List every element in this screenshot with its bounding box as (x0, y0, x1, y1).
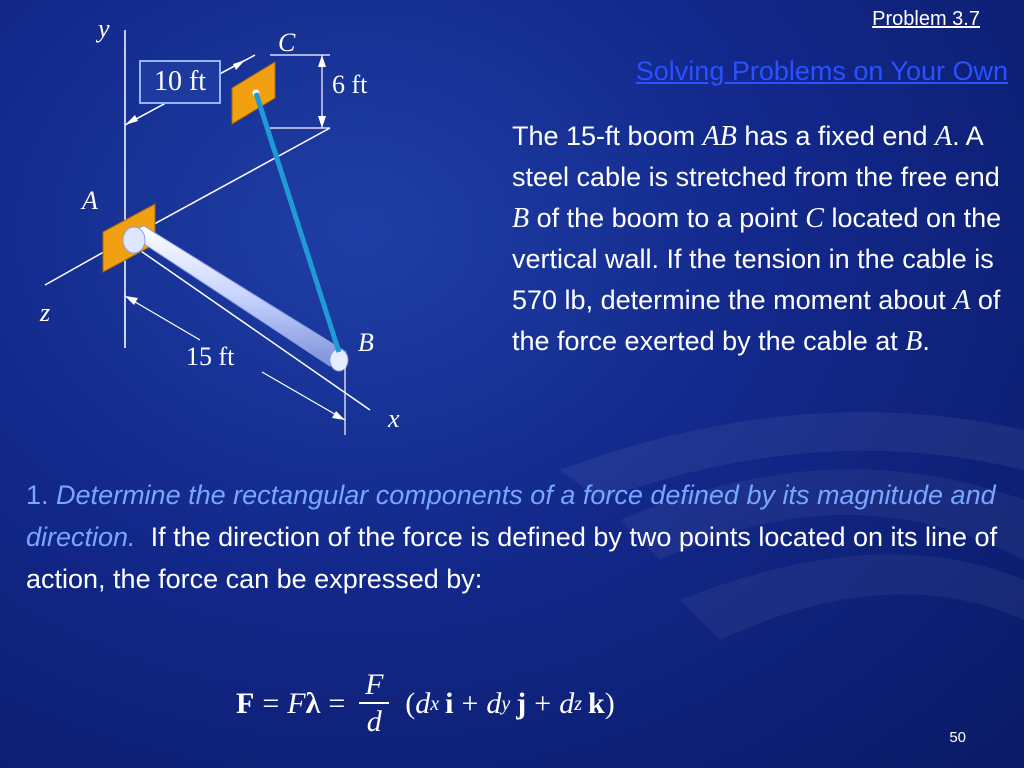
dim-6ft-label: 6 ft (332, 70, 368, 99)
point-b-label: B (358, 328, 374, 357)
x-axis-line (125, 240, 370, 410)
axis-x-label: x (388, 404, 400, 433)
dim-15ft-line-b (262, 372, 345, 420)
step-body: If the direction of the force is defined by two points located on its line of action, the force can be expressed by: (26, 522, 998, 594)
point-c-label: C (278, 28, 296, 57)
dim-15ft-arrow-start (125, 296, 138, 305)
fraction: F d (359, 668, 389, 740)
step-emphasis: Determine the rectangular components of a force defined by its magnitude and direction. (26, 480, 996, 552)
dim-6ft-arrow-top (318, 55, 326, 67)
solving-problems-link[interactable]: Solving Problems on Your Own (635, 56, 1008, 86)
point-a-label: A (82, 186, 98, 215)
page-number: 50 (949, 729, 966, 746)
problem-statement: The 15-ft boom AB has a fixed end A. A steel cable is stretched from the free end B of the boom to a point C located on the vertical wall. If the tension in the cable is 570 lb, determine the moment about A of the force exerted by the cable at B. (512, 121, 1002, 357)
step-1-text (26, 474, 1001, 600)
dim-6ft-arrow-bottom (318, 116, 326, 128)
dim-10ft-label: 10 ft (153, 66, 207, 97)
axis-y-label: y (98, 14, 110, 43)
dim-15ft-line-a (125, 296, 200, 340)
dim-10ft-arrow-left (125, 115, 138, 125)
boom-ab (126, 226, 346, 366)
force-formula: F = F λ = F d ( d x i + d y j + d z k ) (236, 668, 615, 738)
boom-diagram (0, 0, 500, 460)
dim-10ft-box (139, 60, 221, 104)
step-number: 1. (26, 480, 49, 510)
boom-end-a (123, 227, 145, 253)
axis-z-label: z (40, 298, 51, 327)
dim-15ft-arrow-end (332, 411, 345, 420)
dim-10ft-arrow-right (233, 60, 245, 70)
problem-number-label: Problem 3.7 (872, 8, 980, 30)
dim-15ft-label: 15 ft (186, 342, 235, 371)
